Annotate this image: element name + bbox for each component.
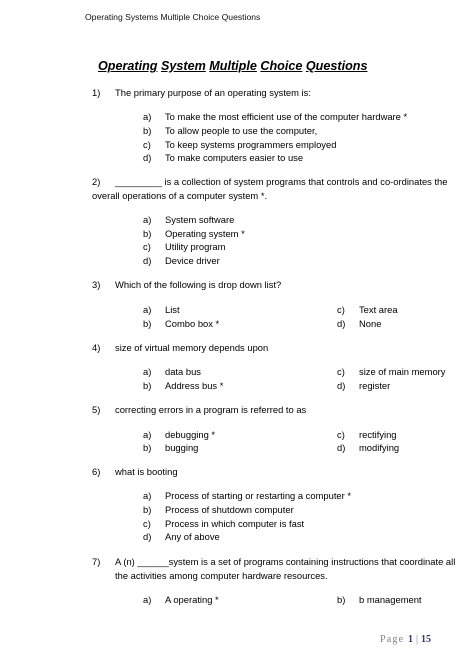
question-text: A (n) ______system is a set of programs containing instructions that coordinate all [115,556,456,567]
option-text: size of main memory [359,366,446,377]
option-label: a) [143,429,152,440]
option-label: d) [337,380,346,391]
option-label: b) [143,442,152,453]
option-text: Process of shutdown computer [165,504,294,515]
option-text: Text area [359,304,398,315]
question-number: 4) [92,342,101,353]
page-number: 1 [407,634,413,645]
option-text: System software [165,214,235,225]
page-total: 15 [420,634,431,645]
question-text: overall operations of a computer system *. [92,190,268,201]
option-text: Device driver [165,255,220,266]
title-word: Multiple [209,59,257,73]
option-text: None [359,318,382,329]
option-text: bugging [165,442,199,453]
option-text: Utility program [165,241,226,252]
option-label: c) [143,518,151,529]
option-text: b management [359,594,422,605]
page-title [98,59,367,73]
footer-separator: | [415,634,418,645]
option-text: rectifying [359,429,397,440]
title-word: Choice [260,59,303,73]
running-header: Operating Systems Multiple Choice Questions [85,12,261,22]
option-text: Process of starting or restarting a computer * [165,490,352,501]
option-label: d) [143,531,152,542]
question-text: The primary purpose of an operating system is: [115,87,311,98]
option-label: b) [143,318,152,329]
option-text: data bus [165,366,201,377]
question-number: 1) [92,87,101,98]
question-number: 7) [92,556,101,567]
question-number: 2) [92,176,101,187]
option-text: Operating system * [165,228,245,239]
option-label: a) [143,594,152,605]
option-label: d) [143,255,152,266]
question-number: 5) [92,404,101,415]
option-label: b) [143,504,152,515]
option-text: Process in which computer is fast [165,518,305,529]
option-text: To keep systems programmers employed [165,139,337,150]
option-label: c) [337,429,345,440]
option-label: b) [337,594,346,605]
question-text: correcting errors in a program is referred to as [115,404,307,415]
option-label: a) [143,490,152,501]
title-word: Questions [305,59,368,73]
option-label: c) [143,241,151,252]
option-label: b) [143,380,152,391]
option-text: Address bus * [165,380,224,391]
option-label: c) [337,366,345,377]
page-footer [380,634,431,645]
question-number: 6) [92,466,101,477]
option-text: To allow people to use the computer, [165,125,318,136]
option-label: d) [337,442,346,453]
option-text: modifying [359,442,400,453]
option-label: b) [143,228,152,239]
option-text: To make the most efficient use of the computer hardware * [165,111,408,122]
option-text: To make computers easier to use [165,152,304,163]
footer-prefix: Page [380,634,405,645]
option-label: c) [337,304,345,315]
question-text: size of virtual memory depends upon [115,342,269,353]
option-label: a) [143,366,152,377]
option-label: c) [143,139,151,150]
title-word: Operating [98,59,158,73]
option-label: d) [337,318,346,329]
option-label: a) [143,111,152,122]
question-text: the activities among computer hardware resources. [115,570,328,581]
option-label: d) [143,152,152,163]
question-number: 3) [92,279,101,290]
option-label: b) [143,125,152,136]
option-text: debugging * [165,429,216,440]
title-word: System [160,59,206,73]
option-text: List [165,304,180,315]
option-text: Any of above [165,531,220,542]
option-text: Combo box * [165,318,220,329]
option-label: a) [143,214,152,225]
question-text: what is booting [115,466,178,477]
option-text: A operating * [165,594,219,605]
option-text: register [359,380,391,391]
option-label: a) [143,304,152,315]
question-text: _________ is a collection of system programs that controls and co-ordinates the [115,176,448,187]
question-text: Which of the following is drop down list? [115,279,282,290]
